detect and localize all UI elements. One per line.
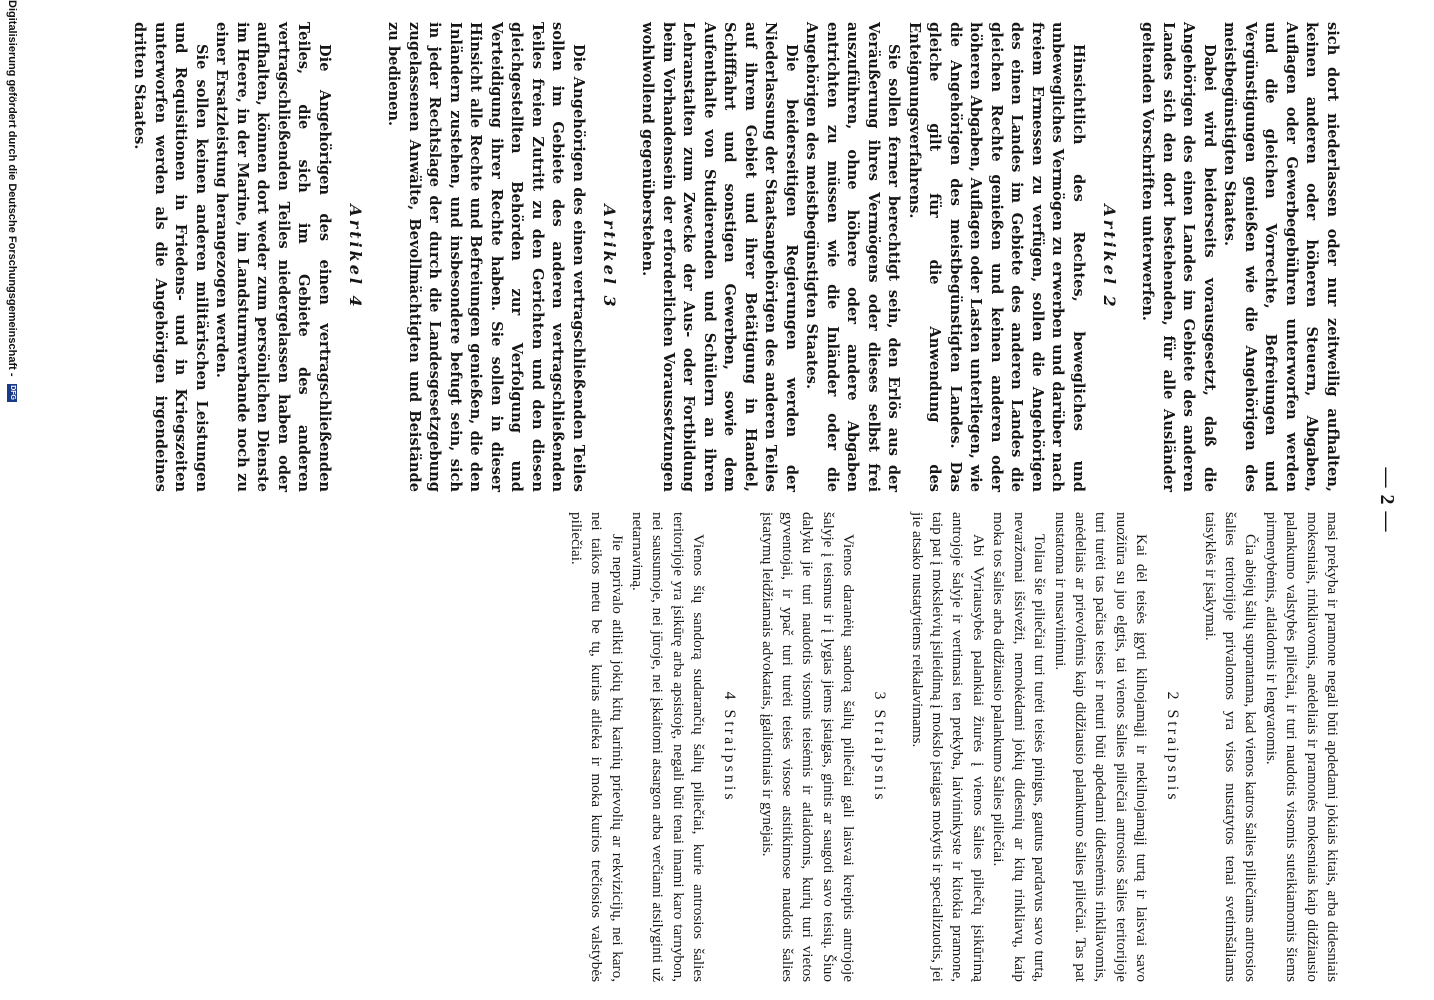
de-paragraph-6: Die Angehörigen des einen vertragschließenden Teiles, die sich im Gebiete des anderen vertragschließenden Teiles niedergelassen haben oder aufhalten, können dort weder zum persönlichen Dienste im Heere, in der Marine, im Landsturmverbande noch zu einer Ersatzleistung herangezogen werden. (213, 22, 333, 492)
german-column (102, 22, 1342, 492)
lt-paragraph-5: Vienos daranėių sandorą šalių piliečiai gali laisvai kreiptis antrojoje šalyje į teismus ir į lygias jiems įstaigas, gintis ar saugoti savo teisių. Šiuo dalyku jie turi naudotis visomis teisėmis ir atlaidomis, kurių turi vietos gyventojai, ir ypač turi turėti teisės visose atsitikimose naudotis šalies įstatymų leidžiamais advokatais, įgaliotiniais ir gynėjais. (758, 512, 858, 982)
de-heading-article-2: Artikel 2 (1100, 204, 1119, 310)
footer-text: Digitalisierung gefördert durch die Deutsche Forschungsgemeinschaft - (6, 0, 18, 377)
de-intro-paragraph: sich dort niederlassen oder nur zeitweilig aufhalten, keinen anderen oder höheren Steuern, Abgaben, Auflagen oder Gewerbegebühren unterworfen werden und die gleichen Vorrechte, Befreiungen und Vergünstigungen genießen wie die Angehörigen des meistbegünstigten Staates. (1221, 22, 1341, 492)
lithuanian-column (102, 512, 1342, 982)
digitization-footer (6, 0, 18, 1000)
lt-paragraph-7: Jie neprivalo atlikti jokių kitų karinių prievolių ar rekvizicijų, nei karo, nei taikos metu be tų, kurias atlieka ir moka kurios trečiosios valstybės piliečiai. (567, 512, 626, 982)
lt-paragraph-2: Kai dėl teisės įgyti kilnojamąjį ir nekilnojamąjį turtą ir laisvai savo nuožiūra su juo elgtis, tai vienos šalies piliečiai antrosios šalies teritorijoje turi turėti tas pačias teises ir neturi būti apdedami didesnėmis rinkliavomis, anėdeliais ar prievolėmis kaip didžiausio palankumo šalies piliečiai. Tas pat nustatoma ir nusavinimui. (1051, 512, 1151, 982)
de-heading-article-4: Artikel 4 (346, 204, 365, 310)
lt-intro-paragraph: masi prekyba ir pramone negali būti apdedami jokiais kitais, arba didesniais mokesniais, rinkliavomis, anėdeliais ir pramonės mokesniais kaip didžiausio palankumo valstybės piliečiai, ir turi naudotis visomis suteikiamomis šiems pirmenybėmis, atlaidomis ir lengvatomis. (1262, 512, 1341, 982)
de-paragraph-5: Die Angehörigen des einen vertragschließenden Teiles sollen im Gebiete des anderen vertragschließenden Teiles freien Zutritt zu den Gerichten und den diesen gleichgestellten Behörden zur Verfolgung und Verteidigung ihrer Rechte haben. Sie sollen in dieser Hinsicht alle Rechte und Befreiungen genießen, die den Inländern zustehen, und insbesondere befugt sein, sich in jeder Rechtslage der durch die Landesgesetzgebung zugelassenen Anwälte, Bevollmächtigten und Beistände zu bedienen. (385, 22, 587, 492)
lt-paragraph-4: Abi Vyriausybės palankiai žiurės į vienos šalies piliečių įsikūrimą antrojoje šalyje ir vertimasi ten prekyba, laivininkyste ir kitokia pramone, taip pat į moksleivių įsileidimą į mokslo įstaigas mokytis ir specializuotis, jei jie atsako nustatytiems reikalavimams. (908, 512, 987, 982)
de-paragraph-2: Hinsichtlich des Rechtes, bewegliches und unbewegliches Vermögen zu erwerben und darüber nach freiem Ermessen zu verfügen, sollen die Angehörigen des einen Landes im Gebiete des anderen Landes die gleichen Rechte genießen und keinen anderen oder höheren Abgaben, Auflagen oder Lasten unterliegen, wie die Angehörigen des meistbegünstigten Landes. Das gleiche gilt für die Anwendung des Enteignungsverfahrens. (906, 22, 1087, 492)
lt-paragraph-3: Toliau šie piliečiai turi turėti teisės pinigus, gautus pardavus savo turtą, nevaržomai išsivežti, nemokėdami jokių didesnių ar kitų rinkliavų, kaip moka tos šalies arba didžiausio palankumo šalies piliečiai. (990, 512, 1049, 982)
lt-heading-article-4: 4 Straipsnis (721, 691, 739, 803)
lt-heading-article-2: 2 Straipsnis (1164, 691, 1182, 803)
lt-paragraph-1: Čia abiejų šalių suprantama, kad vienos katros šalies piliečiams antrosios šalies teritorijoje privalomos yra visos nustatytos tenai svetimšaliams taisyklės ir įsakymai. (1201, 512, 1260, 982)
de-paragraph-7: Sie sollen keinen anderen militärischen Leistungen und Requisitionen in Friedens- und in Kriegszeiten unterworfen werden als die Angehörigen irgendeines dritten Staates. (131, 22, 210, 492)
lt-paragraph-6: Vienos šių sandorą sudarančių šalių piliečiai, kurie antrosios šalies teritorijoje yra įsikūrę arba apsistoję, negali būti tenai imami karo tarnybon, nei sausumoje, nei jūroje, nei įskaitomi atsargon arba verčiami atsilyginti už netarnavimą. (629, 512, 708, 982)
de-paragraph-3: Sie sollen ferner berechtigt sein, den Erlös aus der Veräußerung ihres Vermögens oder dieses selbst frei auszuführen, ohne höhere oder andere Abgaben entrichten zu müssen wie die Inländer oder die Angehörigen des meistbegünstigten Staates. (803, 22, 903, 492)
dfg-logo-icon: DFG (8, 385, 16, 400)
lt-heading-article-3: 3 Straipsnis (871, 691, 889, 803)
page-number: — 2 — (1376, 467, 1398, 533)
de-paragraph-4: Die beiderseitigen Regierungen werden der Niederlassung der Staatsangehörigen des anderen Teiles auf ihrem Gebiet und ihrer Betätigung in Handel, Schifffahrt und sonstigen Gewerben, sowie dem Aufenthalte von Studierenden und Schülern an ihren Lehranstalten zum Zwecke der Aus- oder Fortbildung beim Vorhandensein der erforderlichen Voraussetzungen wohlwollend gegenüberstehen. (639, 22, 800, 492)
de-paragraph-1: Dabei wird beiderseits vorausgesetzt, daß die Angehörigen des einen Landes im Gebiete des anderen Landes sich den dort bestehenden, für alle Ausländer geltenden Vorschriften unterwerfen. (1139, 22, 1218, 492)
de-heading-article-3: Artikel 3 (600, 204, 619, 310)
